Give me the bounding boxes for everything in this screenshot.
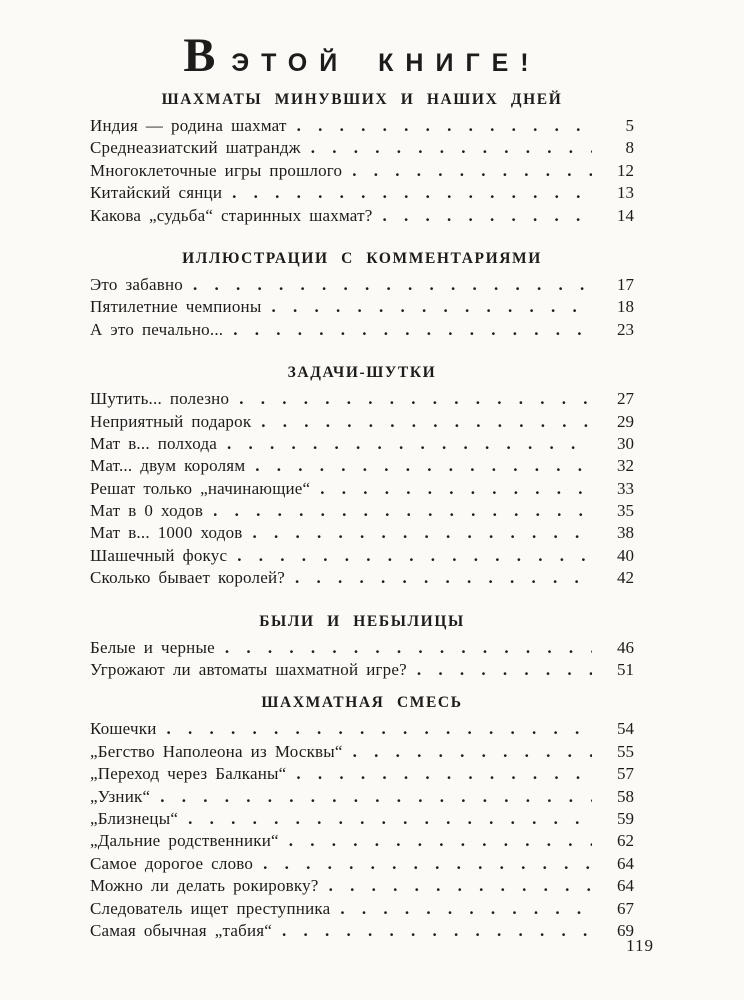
- entry-title: Китайский сянци: [90, 183, 223, 203]
- dot-leader: [296, 763, 592, 785]
- entry-title: Неприятный подарок: [90, 411, 252, 431]
- entry-title: Это забавно: [90, 274, 183, 294]
- dot-leader: [353, 741, 592, 763]
- toc-entry: [90, 763, 634, 785]
- entry-page-number: 32: [617, 456, 634, 476]
- dot-leader: [167, 718, 592, 740]
- entry-title: Белые и черные: [90, 637, 215, 657]
- entry-page-number: 59: [617, 808, 634, 828]
- dot-leader: [253, 522, 592, 544]
- toc-entry: [90, 411, 634, 433]
- dot-leader: [289, 830, 592, 852]
- entry-page-number: 12: [617, 160, 634, 180]
- dot-leader: [193, 274, 592, 296]
- dot-leader: [263, 853, 592, 875]
- entry-title: Мат в... полхода: [90, 433, 218, 453]
- entry-page-number: 69: [617, 920, 634, 940]
- dot-leader: [282, 920, 592, 942]
- entry-title: „Узник“: [90, 786, 151, 806]
- section-entries: [90, 388, 634, 590]
- entry-page-number: 5: [625, 116, 634, 135]
- entry-page-number: 18: [617, 297, 634, 317]
- entry-title: Мат... двум королям: [90, 456, 246, 476]
- entry-page-number: 13: [617, 183, 634, 203]
- section-entries: [90, 274, 634, 341]
- section-header: ЗАДАЧИ-ШУТКИ: [287, 364, 437, 382]
- dot-leader: [237, 545, 592, 567]
- title-drop-cap: В: [183, 29, 216, 82]
- entry-title: Мат в 0 ходов: [90, 501, 204, 521]
- toc-entry: [90, 853, 634, 875]
- section-entries: [90, 115, 634, 227]
- entry-page-number: 55: [617, 741, 634, 761]
- section-header: БЫЛИ И НЕБЫЛИЦЫ: [259, 612, 465, 630]
- entry-page-number: 62: [617, 831, 634, 851]
- toc-entry: [90, 319, 634, 341]
- dot-leader: [417, 659, 592, 681]
- dot-leader: [320, 478, 592, 500]
- toc-section: [90, 90, 634, 227]
- toc-entry: [90, 115, 634, 137]
- entry-page-number: 40: [617, 545, 634, 565]
- dot-leader: [340, 898, 592, 920]
- toc-entry: [90, 898, 634, 920]
- toc-entry: [90, 875, 634, 897]
- entry-title: Можно ли делать рокировку?: [90, 876, 319, 896]
- entry-title: Решат только „начинающие“: [90, 478, 311, 498]
- entry-page-number: 42: [617, 568, 634, 588]
- toc-entry: [90, 433, 634, 455]
- entry-title: Угрожают ли автоматы шахматной игре?: [90, 660, 407, 680]
- dot-leader: [383, 205, 593, 227]
- entry-title: Мат в... 1000 ходов: [90, 523, 243, 543]
- dot-leader: [271, 296, 592, 318]
- page-title: [90, 29, 634, 82]
- entry-title: „Переход через Балканы“: [90, 764, 287, 784]
- entry-title: Многоклеточные игры прошлого: [90, 160, 343, 180]
- entry-page-number: 23: [617, 319, 634, 339]
- entry-title: „Бегство Наполеона из Москвы“: [90, 741, 343, 761]
- entry-page-number: 8: [625, 138, 634, 158]
- dot-leader: [160, 786, 592, 808]
- entry-page-number: 64: [617, 876, 634, 896]
- section-entries: [90, 718, 634, 942]
- entry-page-number: 27: [617, 389, 634, 409]
- toc-entry: [90, 137, 634, 159]
- entry-page-number: 38: [617, 523, 634, 543]
- entry-title: Какова „судьба“ старинных шахмат?: [90, 205, 373, 225]
- dot-leader: [255, 455, 592, 477]
- toc-entry: [90, 296, 634, 318]
- toc-entry: [90, 274, 634, 296]
- dot-leader: [352, 160, 592, 182]
- dot-leader: [232, 182, 592, 204]
- toc-entry: [90, 182, 634, 204]
- dot-leader: [239, 388, 592, 410]
- toc-entry: [90, 522, 634, 544]
- folio-page-number: 119: [626, 936, 654, 955]
- dot-leader: [188, 808, 592, 830]
- toc-entry: [90, 659, 634, 681]
- section-header: ИЛЛЮСТРАЦИИ С КОММЕНТАРИЯМИ: [182, 249, 542, 267]
- entry-page-number: 64: [617, 853, 634, 873]
- toc-entry: [90, 920, 634, 942]
- entry-page-number: 30: [617, 433, 634, 453]
- entry-title: Пятилетние чемпионы: [90, 297, 262, 317]
- toc-entry: [90, 500, 634, 522]
- toc-entry: [90, 455, 634, 477]
- section-header: ШАХМАТНАЯ СМЕСЬ: [261, 694, 463, 712]
- dot-leader: [227, 433, 592, 455]
- entry-title: Самое дорогое слово: [90, 853, 254, 873]
- dot-leader: [295, 567, 592, 589]
- entry-title: Среднеазиатский шатрандж: [90, 138, 301, 158]
- dot-leader: [261, 411, 592, 433]
- toc-entry: [90, 205, 634, 227]
- toc-entry: [90, 160, 634, 182]
- entry-page-number: 33: [617, 478, 634, 498]
- toc-entry: [90, 567, 634, 589]
- dot-leader: [213, 500, 592, 522]
- dot-leader: [311, 137, 592, 159]
- toc-entry: [90, 545, 634, 567]
- toc-section: [90, 363, 634, 590]
- entry-page-number: 46: [617, 637, 634, 657]
- entry-title: Сколько бывает королей?: [90, 568, 285, 588]
- toc-entry: [90, 741, 634, 763]
- entry-page-number: 35: [617, 501, 634, 521]
- section-entries: [90, 637, 634, 682]
- dot-leader: [297, 115, 592, 137]
- entry-page-number: 17: [617, 274, 634, 294]
- toc-entry: [90, 478, 634, 500]
- entry-title: Шутить... полезно: [90, 389, 230, 409]
- entry-page-number: 67: [617, 898, 634, 918]
- toc-entry: [90, 388, 634, 410]
- toc-entry: [90, 786, 634, 808]
- toc-entry: [90, 637, 634, 659]
- entry-page-number: 54: [617, 719, 634, 739]
- toc-entry: [90, 830, 634, 852]
- title-text: ЭТОЙ КНИГЕ!: [231, 49, 541, 77]
- dot-leader: [225, 637, 592, 659]
- entry-page-number: 14: [617, 205, 634, 225]
- entry-page-number: 51: [617, 660, 634, 680]
- toc-section: [90, 249, 634, 341]
- entry-page-number: 58: [617, 786, 634, 806]
- entry-title: Следователь ищет преступника: [90, 898, 331, 918]
- toc-entry: [90, 718, 634, 740]
- entry-page-number: 57: [617, 764, 634, 784]
- entry-title: Шашечный фокус: [90, 545, 228, 565]
- entry-title: „Близнецы“: [90, 808, 179, 828]
- dot-leader: [233, 319, 592, 341]
- table-of-contents: [90, 90, 634, 942]
- toc-section: [90, 693, 634, 942]
- toc-section: [90, 612, 634, 682]
- entry-title: А это печально...: [90, 319, 224, 339]
- entry-title: „Дальние родственники“: [90, 831, 279, 851]
- section-header: ШАХМАТЫ МИНУВШИХ И НАШИХ ДНЕЙ: [161, 91, 563, 108]
- dot-leader: [329, 875, 592, 897]
- entry-page-number: 29: [617, 411, 634, 431]
- entry-title: Индия — родина шахмат: [90, 116, 287, 135]
- entry-title: Самая обычная „табия“: [90, 920, 273, 940]
- toc-entry: [90, 808, 634, 830]
- entry-title: Кошечки: [90, 719, 157, 739]
